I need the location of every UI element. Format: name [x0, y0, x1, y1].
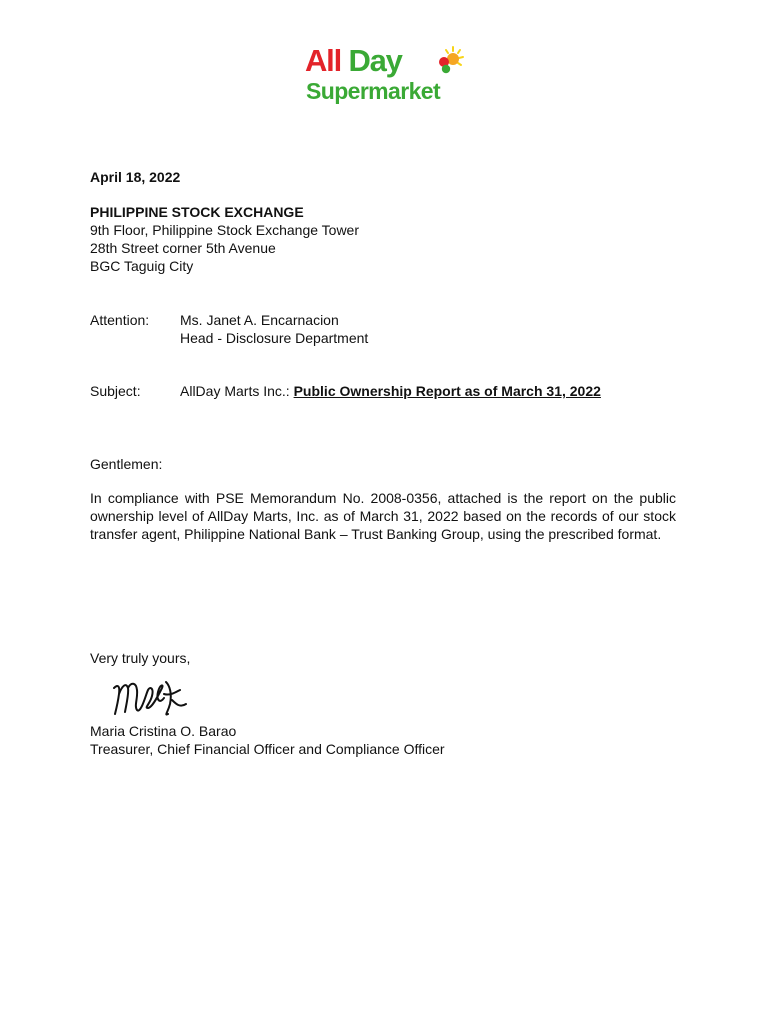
logo-wordmark-top [305, 44, 402, 78]
addressee-name: PHILIPPINE STOCK EXCHANGE [90, 204, 304, 220]
attention-row [90, 311, 368, 347]
address-line: 9th Floor, Philippine Stock Exchange Tower [90, 222, 360, 238]
handwritten-signature [110, 674, 194, 722]
logo-word-supermarket: Supermarket [306, 78, 441, 104]
letter-date [90, 168, 676, 186]
subject-row [90, 382, 601, 400]
salutation-text: Gentlemen: [90, 456, 163, 472]
closing-text: Very truly yours, [90, 650, 191, 666]
subject-label: Subject: [90, 383, 141, 399]
addressee-block [90, 203, 676, 275]
allday-supermarket-logo [305, 44, 475, 114]
salutation [90, 455, 676, 473]
attention-name: Ms. Janet A. Encarnacion [180, 312, 339, 328]
logo-word-day: Day [348, 43, 402, 78]
subject-prefix: AllDay Marts Inc.: [180, 383, 290, 399]
sun-fruit-icon [431, 44, 465, 78]
closing [90, 649, 676, 667]
address-line: BGC Taguig City [90, 258, 194, 274]
attention-label: Attention: [90, 312, 150, 328]
subject-value [180, 382, 601, 400]
attention-value [180, 311, 368, 347]
subject-title: Public Ownership Report as of March 31, 2022 [293, 383, 601, 399]
signer-block [90, 722, 676, 758]
signer-name: Maria Cristina O. Barao [90, 723, 237, 739]
date-text: April 18, 2022 [90, 169, 181, 185]
body-paragraph: In compliance with PSE Memorandum No. 2008-0356, attached is the report on the public ownership level of AllDay Marts, Inc. as of March 31, 2022 based on the records of our stock transfer agent, Philippine National Bank – Trust Banking Group, using the prescribed format. [90, 490, 676, 542]
signer-title: Treasurer, Chief Financial Officer and Compliance Officer [90, 741, 445, 757]
address-line: 28th Street corner 5th Avenue [90, 240, 276, 256]
attention-title: Head - Disclosure Department [180, 330, 369, 346]
logo-word-all: All [305, 43, 342, 78]
